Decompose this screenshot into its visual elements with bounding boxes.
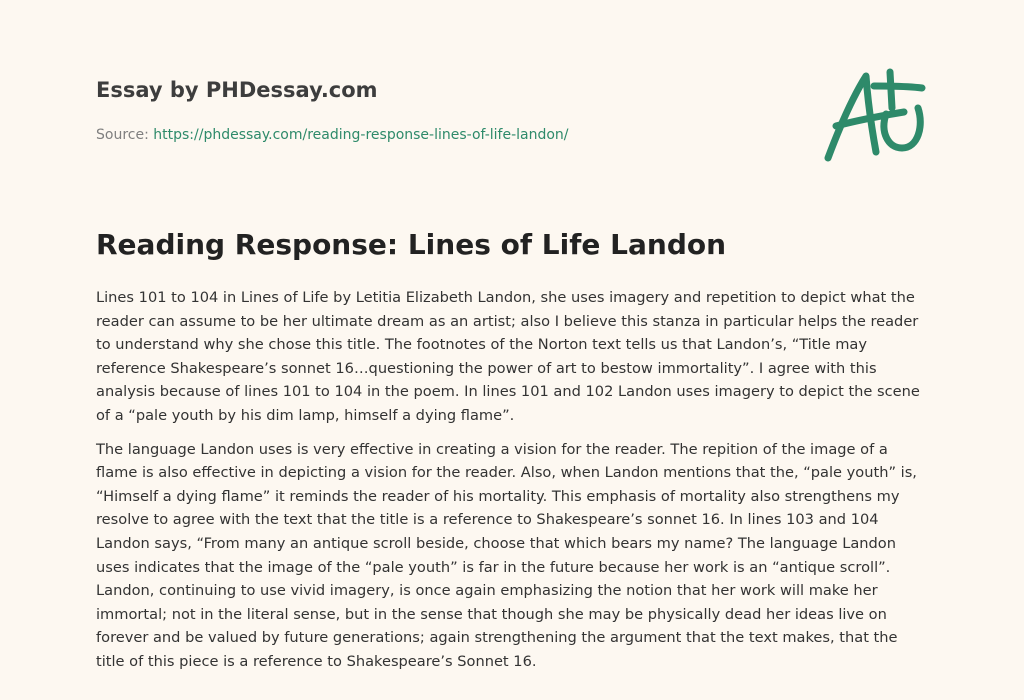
essay-title: Reading Response: Lines of Life Landon <box>96 228 727 261</box>
source-line <box>96 126 569 144</box>
site-title: Essay by PHDessay.com <box>96 78 378 102</box>
essay-paragraph: The language Landon uses is very effective in creating a vision for the reader. The repition of the image of a flame is also effective in depicting a vision for the reader. Also, when Landon mentions that the, “pale youth” is, “Himself a dying flame” it reminds the reader of his mortality. This emphasis of mortality also strengthens my resolve to agree with the text that the title is a reference to Shakespeare’s sonnet 16. In lines 103 and 104 Landon says, “From many an antique scroll beside, choose that which bears my name? The language Landon uses indicates that the image of the “pale youth” is far in the future because her work is an “antique scroll”. Landon, continuing to use vivid imagery, is once again emphasizing the notion that her work will make her immortal; not in the literal sense, but in the sense that though she may be physically dead her ideas live on forever and be valued by future generations; again strengthening the argument that the text makes, that the title of this piece is a reference to Shakespeare’s Sonnet 16. <box>96 440 917 670</box>
essay-paragraph: Lines 101 to 104 in Lines of Life by Letitia Elizabeth Landon, she uses imagery and repetition to depict what the reader can assume to be her ultimate dream as an artist; also I believe this stanza in particular helps the reader to understand why she chose this title. The footnotes of the Norton text tells us that Landon’s, “Title may reference Shakespeare’s sonnet 16…questioning the power of art to bestow immortality”. I agree with this analysis because of lines 101 to 104 in the poem. In lines 101 and 102 Landon uses imagery to depict the scene of a “pale youth by his dim lamp, himself a dying flame”. <box>96 289 920 424</box>
a-plus-logo-icon <box>818 64 934 168</box>
source-link[interactable]: https://phdessay.com/reading-response-lines-of-life-landon/ <box>153 127 569 143</box>
site-header <box>96 76 569 144</box>
essay-body <box>96 286 930 684</box>
source-label: Source: <box>96 127 154 143</box>
